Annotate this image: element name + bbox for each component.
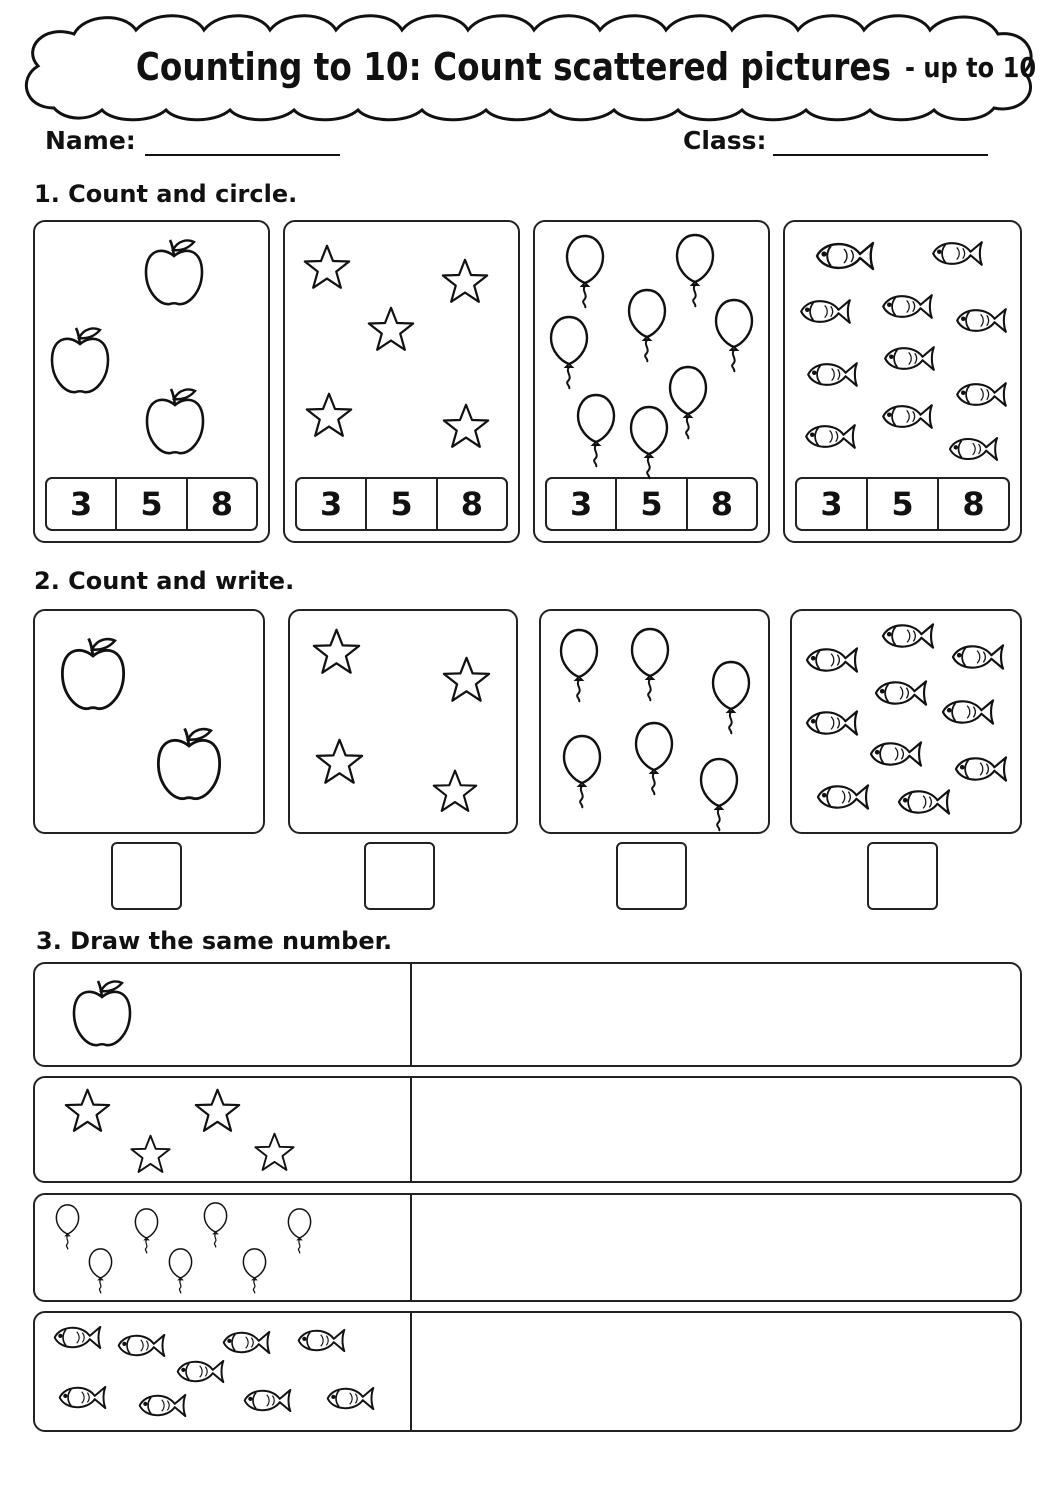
fish-icon [805, 358, 860, 391]
star-icon [63, 1087, 112, 1134]
answer-box-apples[interactable] [111, 842, 182, 910]
star-icon [441, 402, 491, 450]
fish-icon [868, 737, 924, 771]
choice-option[interactable]: 8 [710, 485, 733, 523]
star-icon [311, 627, 362, 676]
balloon-icon [630, 626, 670, 702]
fish-icon [798, 295, 853, 328]
class-label: Class: [683, 126, 767, 155]
choice-option[interactable]: 5 [617, 479, 687, 529]
section2-heading: 2. Count and write. [34, 567, 295, 595]
fish-icon [116, 1330, 167, 1361]
balloon-icon [714, 297, 754, 373]
fish-icon [947, 433, 1000, 465]
choice-option[interactable]: 3 [47, 479, 117, 529]
apple-icon [58, 634, 128, 713]
answer-box-balloons[interactable] [616, 842, 687, 910]
fish-icon [940, 695, 996, 729]
balloon-icon [242, 1247, 267, 1294]
fish-icon [880, 400, 935, 433]
balloon-icon [287, 1207, 312, 1254]
fish-icon [896, 785, 952, 819]
fish-icon [930, 237, 985, 270]
apple-icon [143, 385, 207, 457]
balloon-icon [134, 1207, 159, 1254]
apple-icon [48, 324, 112, 396]
title-sub-text: - up to 10 [904, 50, 1036, 84]
balloon-icon [168, 1247, 193, 1294]
balloon-icon [88, 1247, 113, 1294]
balloon-icon [55, 1203, 80, 1250]
choice-row [795, 477, 1010, 531]
choice-row [45, 477, 258, 531]
fish-icon [882, 342, 937, 375]
name-input-line[interactable] [145, 154, 340, 156]
balloon-icon [629, 404, 669, 480]
balloon-icon [675, 232, 715, 308]
choice-option[interactable]: 3 [547, 479, 617, 529]
fish-icon [137, 1390, 188, 1421]
fish-icon [873, 676, 929, 710]
fish-icon [954, 378, 1009, 411]
balloon-icon [711, 659, 751, 735]
balloon-icon [668, 364, 708, 440]
fish-icon [57, 1382, 108, 1413]
balloon-icon [203, 1201, 228, 1248]
star-icon [431, 768, 479, 814]
draw-area-fish[interactable] [412, 1313, 1018, 1430]
star-icon [193, 1087, 242, 1134]
answer-box-stars[interactable] [364, 842, 435, 910]
fish-icon [814, 237, 876, 275]
fish-icon [242, 1385, 293, 1416]
fish-icon [950, 640, 1006, 674]
draw-area-stars[interactable] [412, 1078, 1018, 1181]
apple-icon [154, 724, 224, 803]
name-label: Name: [45, 126, 136, 155]
choice-option[interactable]: 5 [117, 479, 187, 529]
fish-icon [953, 752, 1009, 786]
balloon-icon [562, 733, 602, 809]
star-icon [302, 243, 352, 291]
section3-heading: 3. Draw the same number. [36, 927, 393, 955]
balloon-icon [549, 314, 589, 390]
class-input-line[interactable] [773, 154, 988, 156]
fish-icon [803, 420, 858, 453]
apple-icon [142, 236, 206, 308]
star-icon [440, 257, 490, 305]
choice-row [295, 477, 508, 531]
balloon-icon [699, 756, 739, 832]
draw-area-apples[interactable] [412, 964, 1018, 1065]
choice-option[interactable]: 8 [962, 485, 985, 523]
balloon-icon [627, 287, 667, 363]
choice-row [545, 477, 758, 531]
title-main-text: Counting to 10: Count scattered pictures [135, 45, 891, 89]
star-icon [441, 655, 492, 704]
fish-icon [880, 619, 936, 653]
draw-area-balloons[interactable] [412, 1195, 1018, 1300]
fish-icon [804, 643, 860, 677]
fish-icon [221, 1327, 272, 1358]
choice-option[interactable]: 8 [210, 485, 233, 523]
choice-option[interactable]: 8 [460, 485, 483, 523]
fish-icon [325, 1383, 376, 1414]
choice-option[interactable]: 5 [367, 479, 437, 529]
star-icon [253, 1131, 296, 1173]
star-icon [304, 391, 354, 439]
answer-box-fish[interactable] [867, 842, 938, 910]
choice-option[interactable]: 3 [297, 479, 367, 529]
fish-icon [954, 304, 1009, 337]
apple-icon [70, 977, 134, 1049]
choice-option[interactable]: 3 [797, 479, 868, 529]
fish-icon [52, 1322, 103, 1353]
star-icon [129, 1133, 172, 1175]
choice-option[interactable]: 5 [868, 479, 939, 529]
star-icon [314, 737, 365, 786]
worksheet-title [40, 22, 1036, 112]
fish-icon [175, 1356, 226, 1387]
balloon-icon [559, 627, 599, 703]
balloon-icon [576, 392, 616, 468]
balloon-icon [565, 233, 605, 309]
fish-icon [804, 706, 860, 740]
fish-icon [296, 1325, 347, 1356]
star-icon [366, 305, 416, 353]
fish-icon [815, 780, 871, 814]
balloon-icon [634, 720, 674, 796]
fish-icon [880, 290, 935, 323]
section1-heading: 1. Count and circle. [34, 180, 298, 208]
